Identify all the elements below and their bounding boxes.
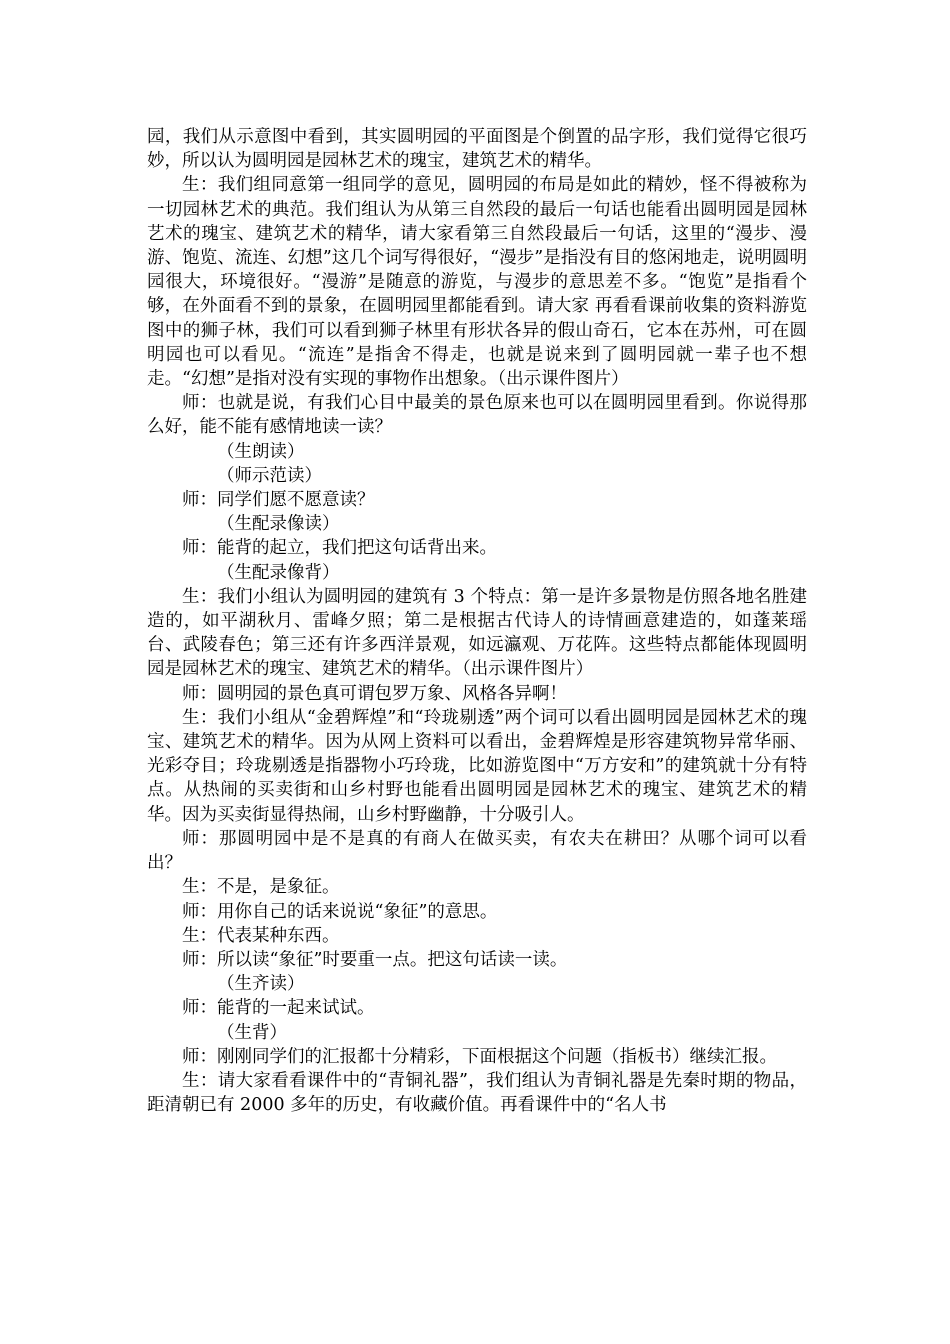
stage-direction: （师示范读）: [217, 465, 322, 486]
paragraph-teacher: 师：所以读“象征”时要重一点。把这句话读一读。: [182, 949, 568, 970]
paragraph-teacher: 师：能背的一起来试试。: [182, 998, 375, 1019]
paragraph-student: 生：请大家看看课件中的“青铜礼器”，我们组认为青铜礼器是先秦时期的物品，距清朝已有 2000 多年的历史，有收藏价值。再看课件中的“名人书: [147, 1070, 807, 1116]
paragraph-teacher: 师：那圆明园中是不是真的有商人在做买卖，有农夫在耕田？从哪个词可以看出？: [147, 828, 807, 874]
document-body: [147, 125, 807, 1117]
paragraph-teacher: 师：用你自己的话来说说“象征”的意思。: [182, 901, 498, 922]
stage-direction: （生配录像读）: [217, 514, 340, 535]
paragraph-teacher: 师：能背的起立，我们把这句话背出来。: [182, 538, 497, 559]
paragraph-teacher: 师：也就是说，有我们心目中最美的景色原来也可以在圆明园里看到。你说得那么好，能不能有感情地读一读？: [147, 393, 807, 438]
paragraph-student: 生：代表某种东西。: [182, 925, 340, 946]
stage-direction: （生朗读）: [217, 441, 305, 462]
stage-direction: （生配录像背）: [217, 562, 340, 583]
paragraph-student: 生：我们小组认为圆明园的建筑有 3 个特点：第一是许多景物是仿照各地名胜建造的，如平湖秋月、雷峰夕照；第二是根据古代诗人的诗情画意建造的，如蓬莱瑶台、武陵春色；第三还有许多西洋景观，如远瀛观、万花阵。这些特点都能体现圆明园是园林艺术的瑰宝、建筑艺术的精华。（出示课件图片）: [147, 586, 807, 680]
paragraph-student: 生：我们小组从“金碧辉煌”和“玲珑剔透”两个词可以看出圆明园是园林艺术的瑰宝、建筑艺术的精华。因为从网上资料可以看出，金碧辉煌是形容建筑物异常华丽、光彩夺目；玲珑剔透是指器物小巧玲珑，比如游览图中“万方安和”的建筑就十分有特点。从热闹的买卖街和山乡村野也能看出圆明园是园林艺术的瑰宝、建筑艺术的精华。因为买卖街显得热闹，山乡村野幽静，十分吸引人。: [147, 707, 807, 825]
paragraph-student: 生：不是，是象征。: [182, 877, 340, 898]
paragraph-teacher: 师：刚刚同学们的汇报都十分精彩，下面根据这个问题（指板书）继续汇报。: [182, 1046, 777, 1067]
paragraph-student: 生：我们组同意第一组同学的意见，圆明园的布局是如此的精妙，怪不得被称为一切园林艺术的典范。我们组认为从第三自然段的最后一句话也能看出圆明园是园林艺术的瑰宝、建筑艺术的精华，请大家看第三自然段最后一句话，这里的“漫步、漫游、饱览、流连、幻想”这几个词写得很好，“漫步”是指没有目的悠闲地走，说明圆明园很大，环境很好。“漫游”是随意的游览，与漫步的意思差不多。“饱览”是指看个够，在外面看不到的景象，在圆明园里都能看到。请大家 再看看课前收集的资料游览图中的狮子林，我们可以看到狮子林里有形状各异的假山奇石，它本在苏州，可在圆明园也可以看见。“流连”是指舍不得走，也就是说来到了圆明园就一辈子也不想走。“幻想”是指对没有实现的事物作出想象。（出示课件图片）: [147, 175, 807, 390]
paragraph-teacher: 师：同学们愿不愿意读？: [182, 490, 375, 511]
stage-direction: （生背）: [217, 1022, 287, 1043]
paragraph-teacher: 师：圆明园的景色真可谓包罗万象、风格各异啊！: [182, 683, 567, 704]
paragraph-continued: 园，我们从示意图中看到，其实圆明园的平面图是个倒置的品字形，我们觉得它很巧妙，所以认为圆明园是园林艺术的瑰宝，建筑艺术的精华。: [147, 127, 807, 172]
stage-direction: （生齐读）: [217, 974, 305, 995]
